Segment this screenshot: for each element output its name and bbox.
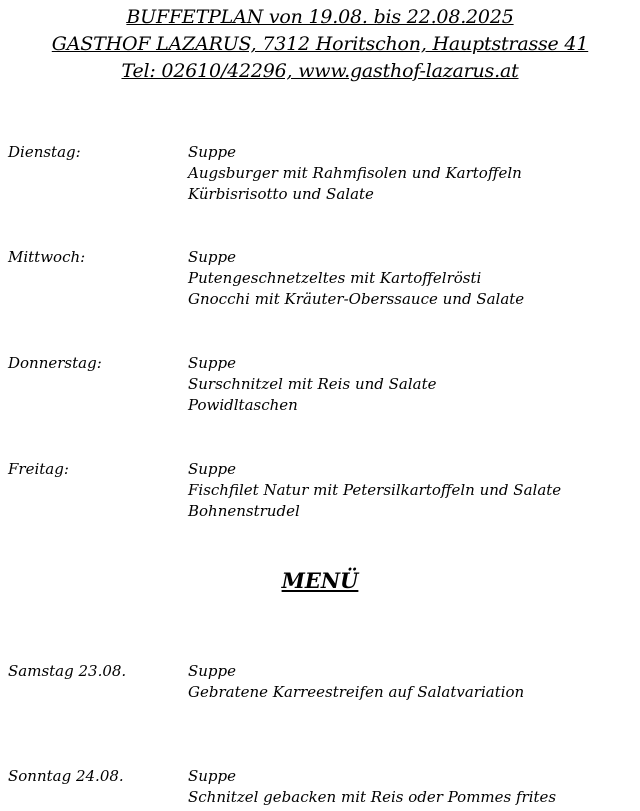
dish-item: Powidltaschen — [188, 396, 298, 414]
dish-list — [188, 766, 556, 808]
dish-item: Putengeschnetzeltes mit Kartoffelrösti — [188, 269, 482, 287]
header-address: GASTHOF LAZARUS, 7312 Horitschon, Hauptstrasse 41 — [51, 33, 589, 55]
dish-item: Suppe — [188, 767, 237, 785]
dish-list — [188, 353, 437, 416]
dish-item: Bohnenstrudel — [188, 502, 300, 520]
dish-item: Augsburger mit Rahmfisolen und Kartoffeln — [188, 164, 522, 182]
header-contact: Tel: 02610/42296, www.gasthof-lazarus.at — [121, 60, 519, 82]
day-label: Sonntag 24.08. — [8, 767, 124, 785]
dish-item: Suppe — [188, 460, 237, 478]
document-header — [0, 4, 640, 85]
dish-item: Surschnitzel mit Reis und Salate — [188, 375, 437, 393]
dish-item: Schnitzel gebacken mit Reis oder Pommes frites — [188, 788, 557, 806]
dish-item: Suppe — [188, 143, 237, 161]
dish-item: Gnocchi mit Kräuter-Oberssauce und Salate — [188, 290, 525, 308]
dish-item: Suppe — [188, 248, 237, 266]
header-title: BUFFETPLAN von 19.08. bis 22.08.2025 — [126, 6, 514, 28]
day-label: Dienstag: — [8, 143, 81, 161]
dish-list — [188, 661, 524, 703]
day-label: Samstag 23.08. — [8, 662, 127, 680]
dish-list — [188, 247, 524, 310]
dish-item: Suppe — [188, 662, 237, 680]
dish-list — [188, 459, 561, 522]
menu-heading: MENÜ — [281, 568, 359, 593]
day-label: Donnerstag: — [8, 354, 102, 372]
dish-item: Kürbisrisotto und Salate — [188, 185, 374, 203]
day-label: Freitag: — [8, 460, 69, 478]
dish-list — [188, 142, 522, 205]
dish-item: Fischfilet Natur mit Petersilkartoffeln und Salate — [188, 481, 562, 499]
day-label: Mittwoch: — [8, 248, 86, 266]
dish-item: Gebratene Karreestreifen auf Salatvariation — [188, 683, 525, 701]
dish-item: Suppe — [188, 354, 237, 372]
